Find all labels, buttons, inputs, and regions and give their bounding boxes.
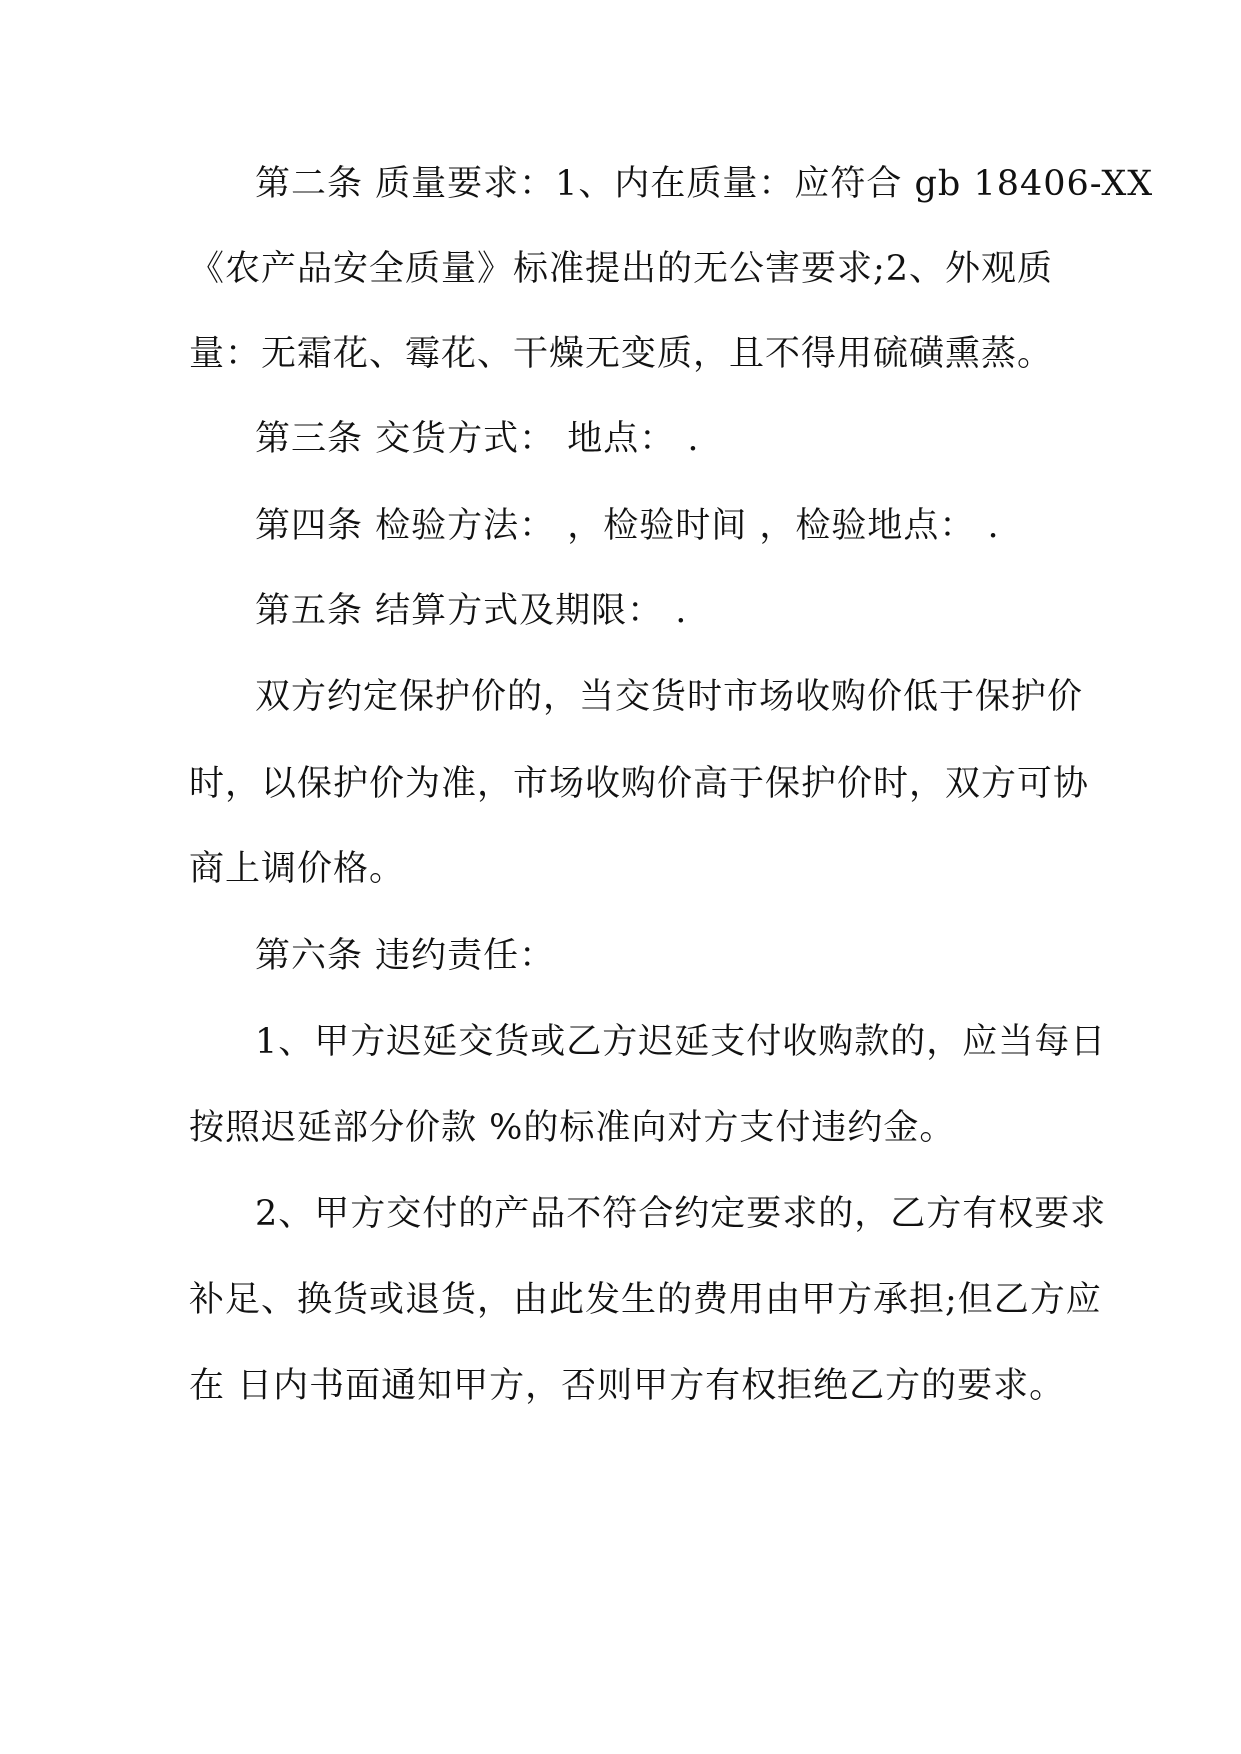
liability-item-2-line-1: 2、甲方交付的产品不符合约定要求的，乙方有权要求 — [255, 1194, 1107, 1234]
price-paragraph-line-2: 时，以保护价为准，市场收购价高于保护价时，双方可协 — [189, 764, 1090, 804]
clause-4-line: 第四条 检验方法： ，检验时间 ，检验地点： . — [255, 506, 1000, 546]
clause-5-line: 第五条 结算方式及期限： . — [255, 591, 688, 631]
clause-2-line-2: 《农产品安全质量》标准提出的无公害要求;2、外观质 — [189, 249, 1054, 289]
liability-item-2-line-3: 在 日内书面通知甲方，否则甲方有权拒绝乙方的要求。 — [189, 1366, 1066, 1406]
liability-item-1-line-2: 按照迟延部分价款 %的标准向对方支付违约金。 — [189, 1108, 956, 1148]
clause-6-heading: 第六条 违约责任： — [255, 936, 556, 976]
clause-3-line: 第三条 交货方式： 地点： . — [255, 419, 700, 459]
price-paragraph-line-1: 双方约定保护价的，当交货时市场收购价低于保护价 — [255, 677, 1084, 717]
clause-2-line-3: 量：无霜花、霉花、干燥无变质，且不得用硫磺熏蒸。 — [189, 334, 1054, 374]
price-paragraph-line-3: 商上调价格。 — [189, 849, 406, 889]
clause-2-line-1: 第二条 质量要求：1、内在质量：应符合 gb 18406-XX — [255, 164, 1154, 204]
liability-item-1-line-1: 1、甲方迟延交货或乙方迟延支付收购款的，应当每日 — [255, 1022, 1107, 1062]
liability-item-2-line-2: 补足、换货或退货，由此发生的费用由甲方承担;但乙方应 — [189, 1280, 1102, 1320]
